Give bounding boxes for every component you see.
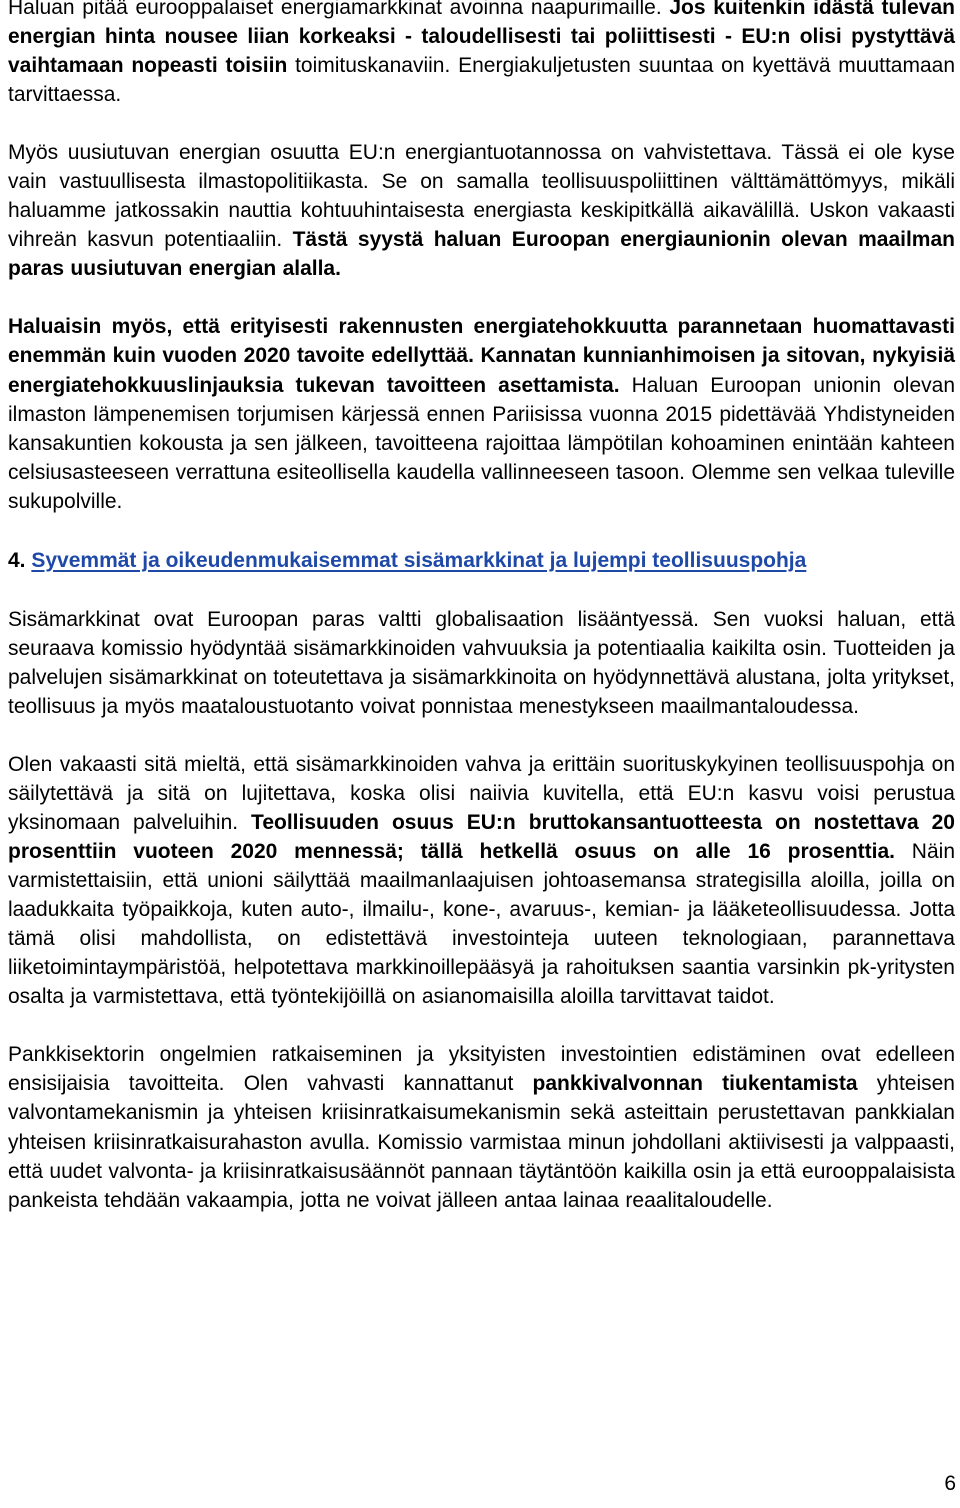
paragraph-banking-sector (8, 1040, 955, 1214)
section-heading (8, 546, 955, 575)
paragraph-text: Haluan Euroopan unionin olevan ilmaston lämpenemisen torjumisen kärjessä ennen Pariisissa vuonna 2015 pidettävää Yhdistyneiden kansakuntien kokousta ja sen jälkeen, tavoitteena rajoittaa lämpötilan kohoaminen enintään kahteen celsiusasteeseen verrattuna esiteollisella kaudella vallinneeseen tasoon. Olemme sen velkaa tuleville sukupolville. (8, 373, 955, 513)
page-number: 6 (944, 1472, 956, 1495)
paragraph-text: Näin varmistettaisiin, että unioni säilyttää maailmanlaajuisen johtoasemansa strategisilla aloilla, joilla on laadukkaita työpaikkoja, kuten auto-, ilmailu-, kone-, avaruus-, kemian- ja lääketeollisuudessa. Jotta tämä olisi mahdollista, on edistettävä investointeja uuteen teknologiaan, parannettava liiketoimintaympäristöä, helpotettava markkinoillepääsyä ja rahoituksen saantia varsinkin pk-yritysten osalta ja varmistettava, että työntekijöillä on asianomaisilla aloilla tarvittavat taidot. (8, 840, 955, 1009)
paragraph-text: Haluan pitää eurooppalaiset energiamarkkinat avoinna naapurimaille. (8, 0, 670, 19)
paragraph-text: toimituskanaviin. Energiakuljetusten suuntaa on kyettävä muuttamaan tarvittaessa. (8, 54, 956, 107)
paragraph-renewable-energy (8, 138, 955, 283)
paragraph-text: Myös uusiutuvan energian osuutta EU:n energiantuotannossa on vahvistettava. Tässä ei ole kyse vain vastuullisesta ilmastopolitiikasta. Se on samalla teollisuuspoliittinen välttämättömyys, mikäli haluamme jatkossakin nauttia kohtuuhintaisesta energiasta keskipitkällä aikavälillä. Uskon vakaasti vihreän kasvun potentiaaliin. (8, 141, 955, 252)
paragraph-bold-text: Tästä syystä haluan Euroopan energiaunionin olevan maailman paras uusiutuvan energian alalla. (8, 228, 955, 281)
paragraph-text: Pankkisektorin ongelmien ratkaiseminen ja yksityisten investointien edistäminen ovat edelleen ensisijaisia tavoitteita. Olen vahvasti kannattanut (8, 1043, 955, 1096)
paragraph-bold-text: pankkivalvonnan tiukentamista (532, 1072, 858, 1096)
paragraph-bold-text: Jos kuitenkin idästä tulevan energian hinta nousee liian korkeaksi - taloudellisesti tai poliittisesti - EU:n olisi pystyttävä vaihtamaan nopeasti toisiin (8, 0, 955, 78)
paragraph-text: Sisämarkkinat ovat Euroopan paras valtti globalisaation lisääntyessä. Sen vuoksi haluan, että seuraava komissio hyödyntää sisämarkkinoiden vahvuuksia ja potentiaalia kaikilta osin. Tuotteiden ja palvelujen sisämarkkinat on toteutettava ja sisämarkkinoita on hyödynnettävä alustana, jolta yritykset, teollisuus ja myös maataloustuotanto voivat ponnistaa menestykseen maailmantaloudessa. (8, 607, 956, 718)
document-body (8, 0, 955, 1215)
section-title: Syvemmät ja oikeudenmukaisemmat sisämarkkinat ja lujempi teollisuuspohja (31, 548, 807, 572)
paragraph-energy-efficiency (8, 312, 955, 515)
paragraph-industrial-base (8, 750, 955, 1011)
paragraph-internal-market (8, 605, 955, 721)
paragraph-bold-text: Teollisuuden osuus EU:n bruttokansantuotteesta on nostettava 20 prosenttiin vuoteen 2020 mennessä; tällä hetkellä osuus on alle 16 prosenttia. (8, 811, 955, 864)
paragraph-text: Olen vakaasti sitä mieltä, että sisämarkkinoiden vahva ja erittäin suorituskykyinen teollisuuspohja on säilytettävä ja sitä on lujitettava, koska olisi naiivia kuvitella, että EU:n kasvu voisi perustua yksinomaan palveluihin. (8, 752, 955, 835)
paragraph-bold-text: Haluaisin myös, että erityisesti rakennusten energiatehokkuutta parannetaan huomattavasti enemmän kuin vuoden 2020 tavoite edellyttää. Kannatan kunnianhimoisen ja sitovan, nykyisiä energiatehokkuuslinjauksia tukevan tavoitteen asettamista. (8, 315, 955, 397)
section-number: 4. (8, 548, 26, 572)
paragraph-text: yhteisen valvontamekanismin ja yhteisen kriisinratkaisumekanismin sekä asteittain perustettavan pankkialan yhteisen kriisinratkaisurahaston avulla. Komissio varmistaa minun johdollani aktiivisesti ja valppaasti, että uudet valvonta- ja kriisinratkaisusäännöt pannaan täytäntöön kaikilla osin ja että eurooppalaisista pankeista tehdään vakaampia, jotta ne voivat jälleen antaa lainaa reaalitaloudelle. (8, 1072, 955, 1212)
paragraph-energy-markets (8, 0, 955, 109)
